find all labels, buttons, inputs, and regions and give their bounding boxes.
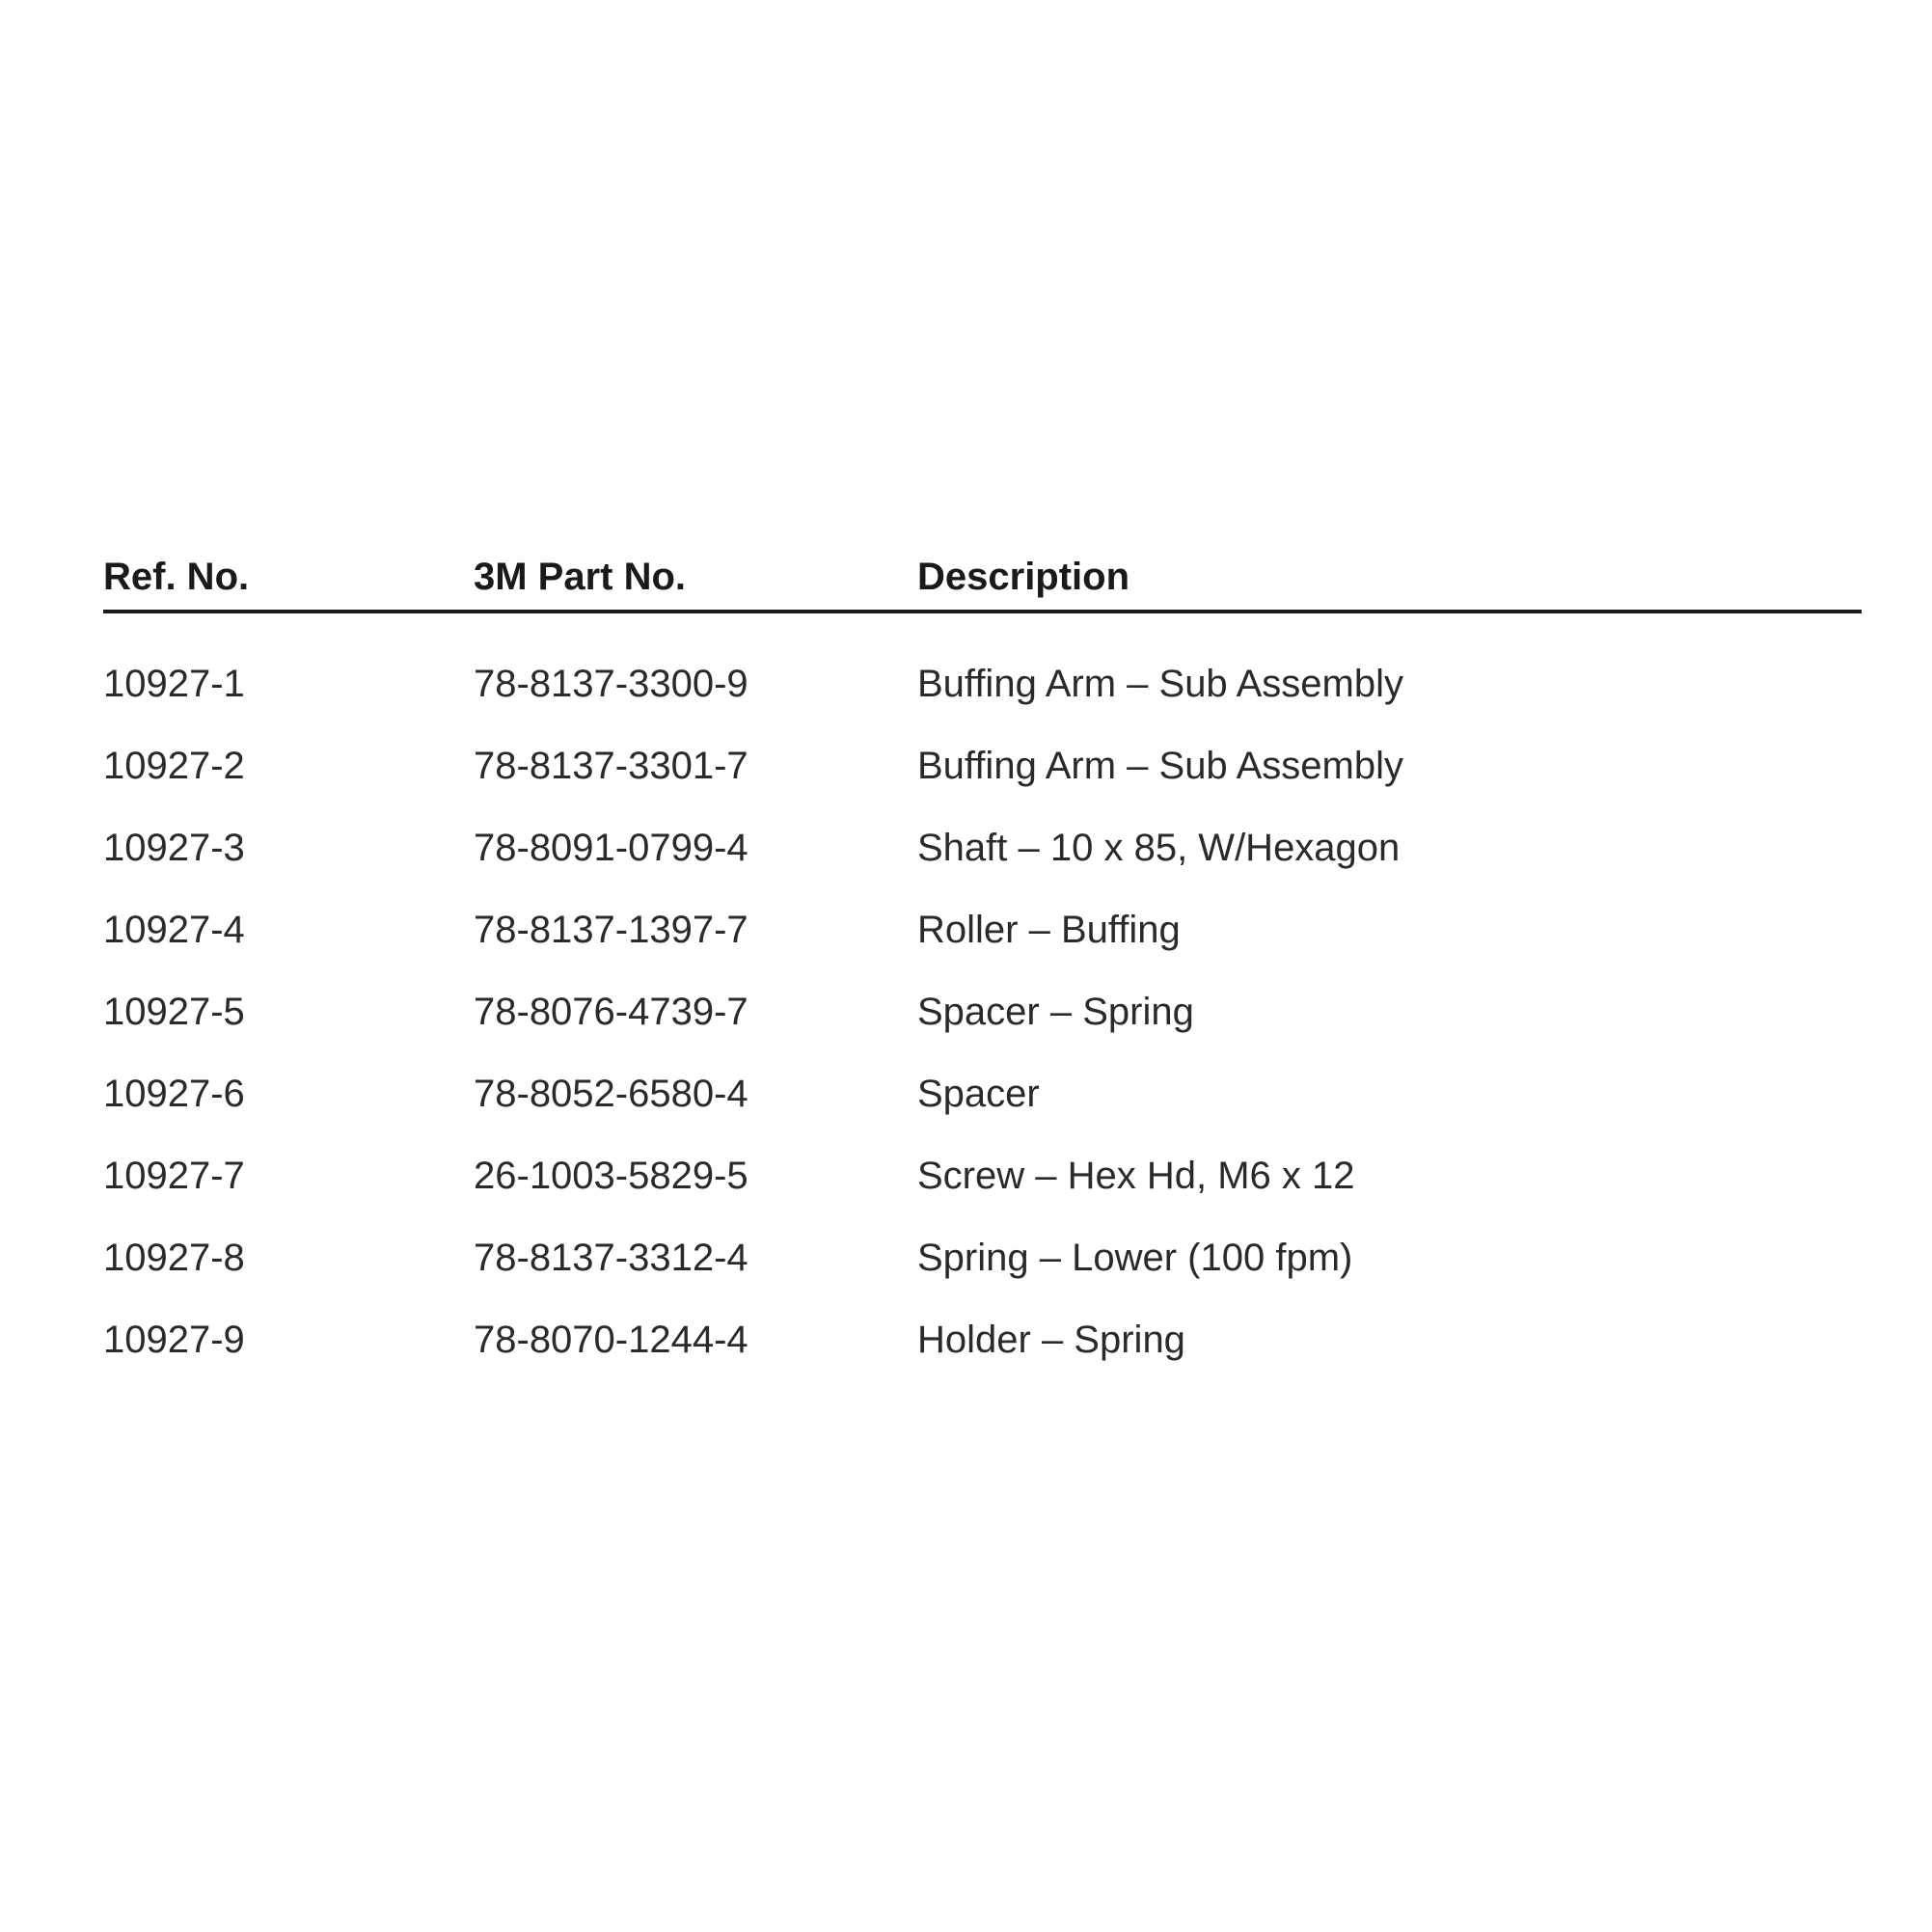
table-row [103,824,1862,906]
part-no-cell: 78-8137-1397-7 [474,909,748,951]
table-row [103,1234,1862,1316]
ref-no-cell: 10927-8 [103,1237,245,1279]
part-no-cell: 78-8076-4739-7 [474,991,748,1033]
description-cell: Shaft – 10 x 85, W/Hexagon [917,827,1401,869]
table-row [103,1316,1862,1398]
ref-no-cell: 10927-5 [103,991,245,1033]
description-cell: Spring – Lower (100 fpm) [917,1237,1353,1279]
part-no-cell: 78-8070-1244-4 [474,1319,748,1361]
ref-no-cell: 10927-4 [103,909,245,951]
description-cell: Roller – Buffing [917,909,1181,951]
table-row [103,660,1862,742]
header-ref-no: Ref. No. [103,556,250,598]
table-body [103,660,1862,1398]
table-row [103,1152,1862,1234]
ref-no-cell: 10927-2 [103,745,245,787]
description-cell: Buffing Arm – Sub Assembly [917,663,1403,705]
part-no-cell: 78-8091-0799-4 [474,827,748,869]
table-row [103,1070,1862,1152]
parts-table [103,550,1862,1398]
description-cell: Holder – Spring [917,1319,1185,1361]
table-row [103,742,1862,824]
ref-no-cell: 10927-9 [103,1319,245,1361]
description-cell: Spacer [917,1073,1040,1115]
description-cell: Buffing Arm – Sub Assembly [917,745,1403,787]
part-no-cell: 78-8052-6580-4 [474,1073,748,1115]
part-no-cell: 78-8137-3312-4 [474,1237,748,1279]
description-cell: Spacer – Spring [917,991,1194,1033]
part-no-cell: 78-8137-3300-9 [474,663,748,705]
ref-no-cell: 10927-7 [103,1155,245,1197]
part-no-cell: 78-8137-3301-7 [474,745,748,787]
table-header [103,550,1862,613]
part-no-cell: 26-1003-5829-5 [474,1155,748,1197]
description-cell: Screw – Hex Hd, M6 x 12 [917,1155,1355,1197]
table-row [103,988,1862,1070]
ref-no-cell: 10927-6 [103,1073,245,1115]
table-row [103,906,1862,988]
header-part-no: 3M Part No. [474,556,687,598]
header-description: Description [917,556,1130,598]
ref-no-cell: 10927-1 [103,663,245,705]
ref-no-cell: 10927-3 [103,827,245,869]
